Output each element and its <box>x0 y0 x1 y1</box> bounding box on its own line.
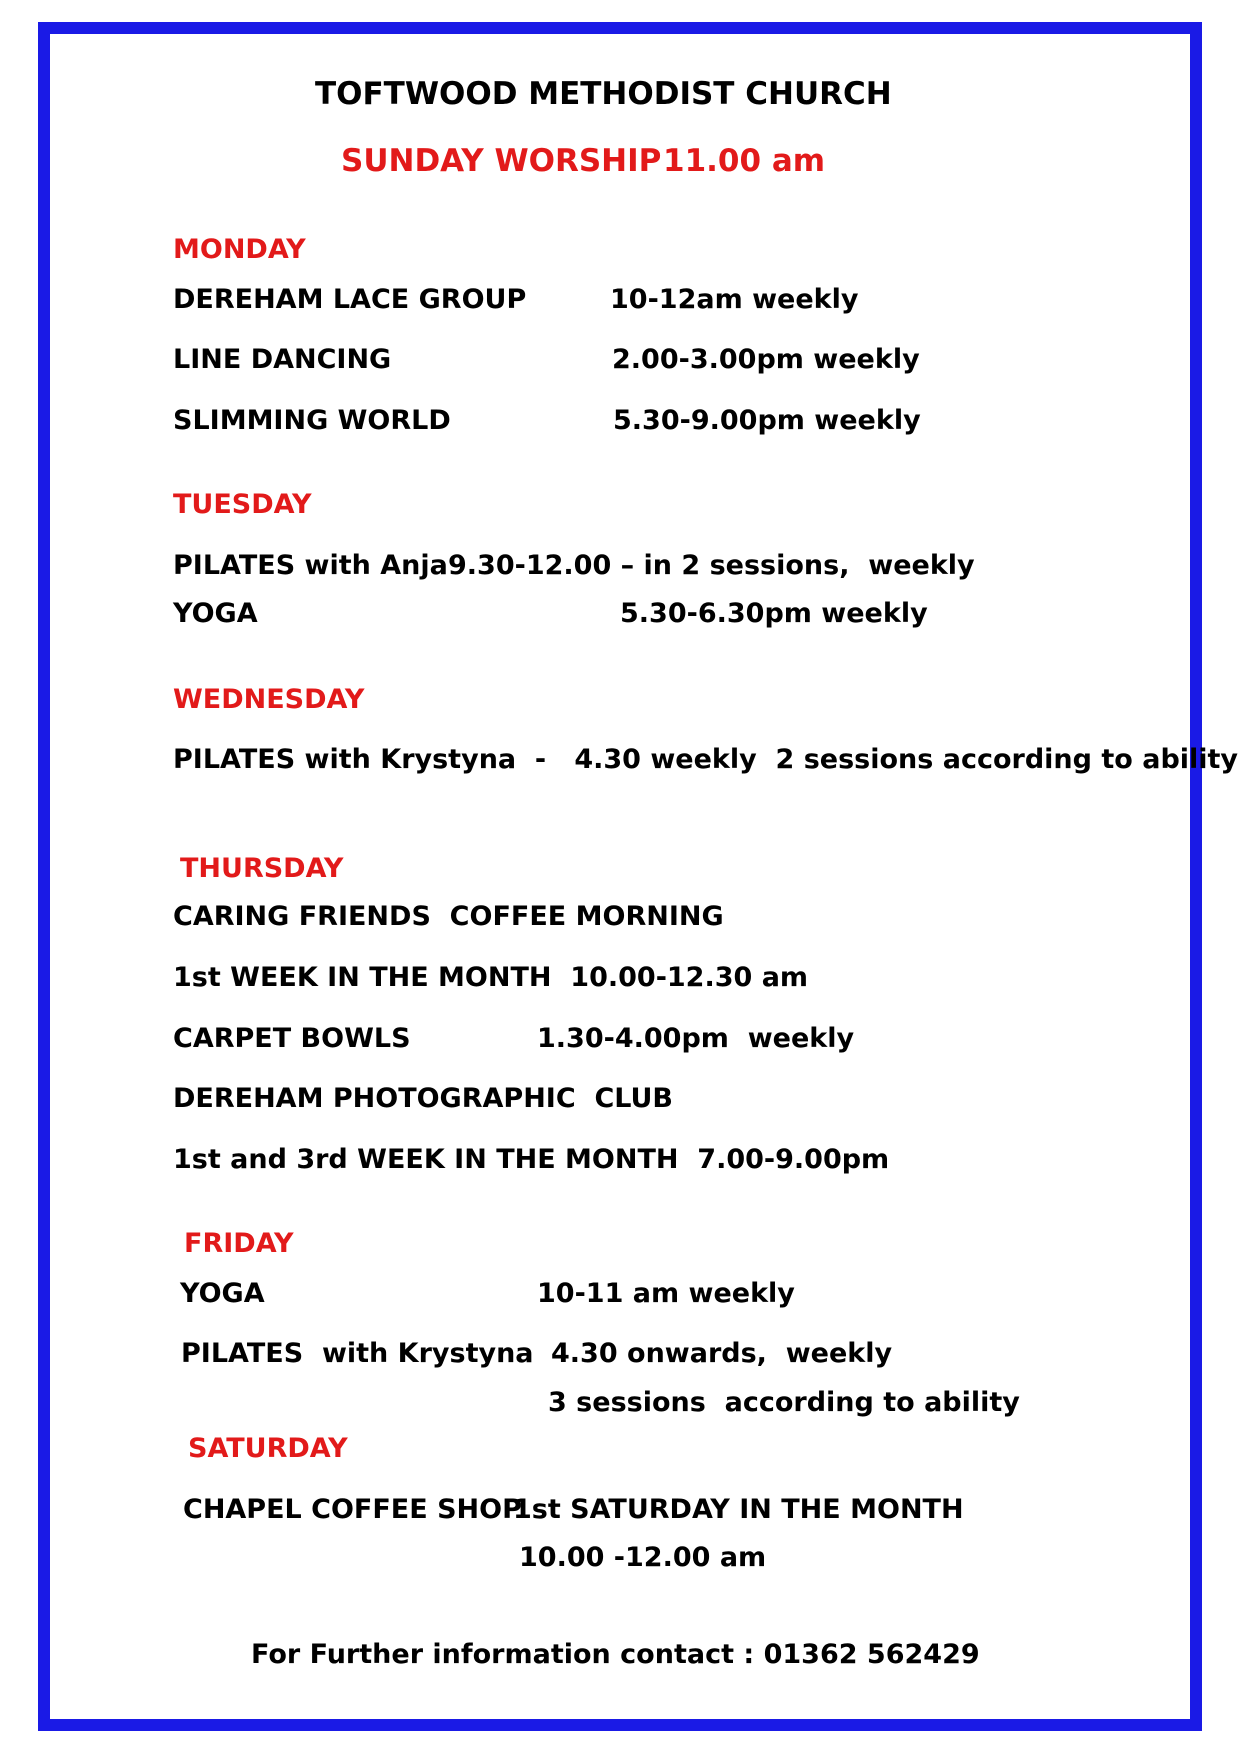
contact-line: For Further information contact : 01362 562429 <box>251 1639 980 1670</box>
monday-time: 5.30-9.00pm weekly <box>613 405 921 436</box>
friday-pilates-time: 4.30 onwards, weekly <box>551 1338 893 1369</box>
thursday-coffee-morning: CARING FRIENDS COFFEE MORNING <box>173 901 724 932</box>
friday-yoga-time: 10-11 am weekly <box>537 1278 795 1309</box>
monday-time: 2.00-3.00pm weekly <box>612 344 920 375</box>
friday-pilates-activity: PILATES with Krystyna <box>181 1338 534 1369</box>
thursday-bowls-time: 1.30-4.00pm weekly <box>537 1023 855 1054</box>
tuesday-heading: TUESDAY <box>173 489 312 520</box>
monday-time: 10-12am weekly <box>610 284 859 315</box>
wednesday-line: PILATES with Krystyna - 4.30 weekly 2 sessions according to ability <box>173 744 1239 775</box>
saturday-heading: SATURDAY <box>188 1433 348 1464</box>
friday-pilates-note: 3 sessions according to ability <box>548 1387 1020 1418</box>
saturday-time: 10.00 -12.00 am <box>519 1542 767 1573</box>
tuesday-time: 9.30-12.00 – in 2 sessions, weekly <box>448 550 975 581</box>
monday-activity: LINE DANCING <box>173 344 392 375</box>
monday-activity: DEREHAM LACE GROUP <box>173 284 527 315</box>
thursday-heading: THURSDAY <box>180 853 344 884</box>
saturday-activity: CHAPEL COFFEE SHOP <box>183 1494 522 1525</box>
tuesday-time: 5.30-6.30pm weekly <box>620 598 928 629</box>
monday-activity: SLIMMING WORLD <box>173 405 451 436</box>
thursday-coffee-when: 1st WEEK IN THE MONTH 10.00-12.30 am <box>173 962 809 993</box>
tuesday-activity: YOGA <box>173 598 258 629</box>
thursday-photo-when: 1st and 3rd WEEK IN THE MONTH 7.00-9.00pm <box>173 1144 890 1175</box>
page-title: TOFTWOOD METHODIST CHURCH <box>315 76 892 112</box>
sunday-worship-label: SUNDAY WORSHIP <box>341 143 662 179</box>
thursday-photo-club: DEREHAM PHOTOGRAPHIC CLUB <box>173 1083 674 1114</box>
thursday-bowls-activity: CARPET BOWLS <box>173 1023 411 1054</box>
monday-heading: MONDAY <box>173 234 306 265</box>
sunday-worship-time: 11.00 am <box>663 143 826 179</box>
tuesday-activity: PILATES with Anja <box>173 550 448 581</box>
saturday-when: 1st SATURDAY IN THE MONTH <box>513 1494 964 1525</box>
wednesday-heading: WEDNESDAY <box>173 684 365 715</box>
friday-yoga-activity: YOGA <box>180 1278 265 1309</box>
friday-heading: FRIDAY <box>184 1228 294 1259</box>
